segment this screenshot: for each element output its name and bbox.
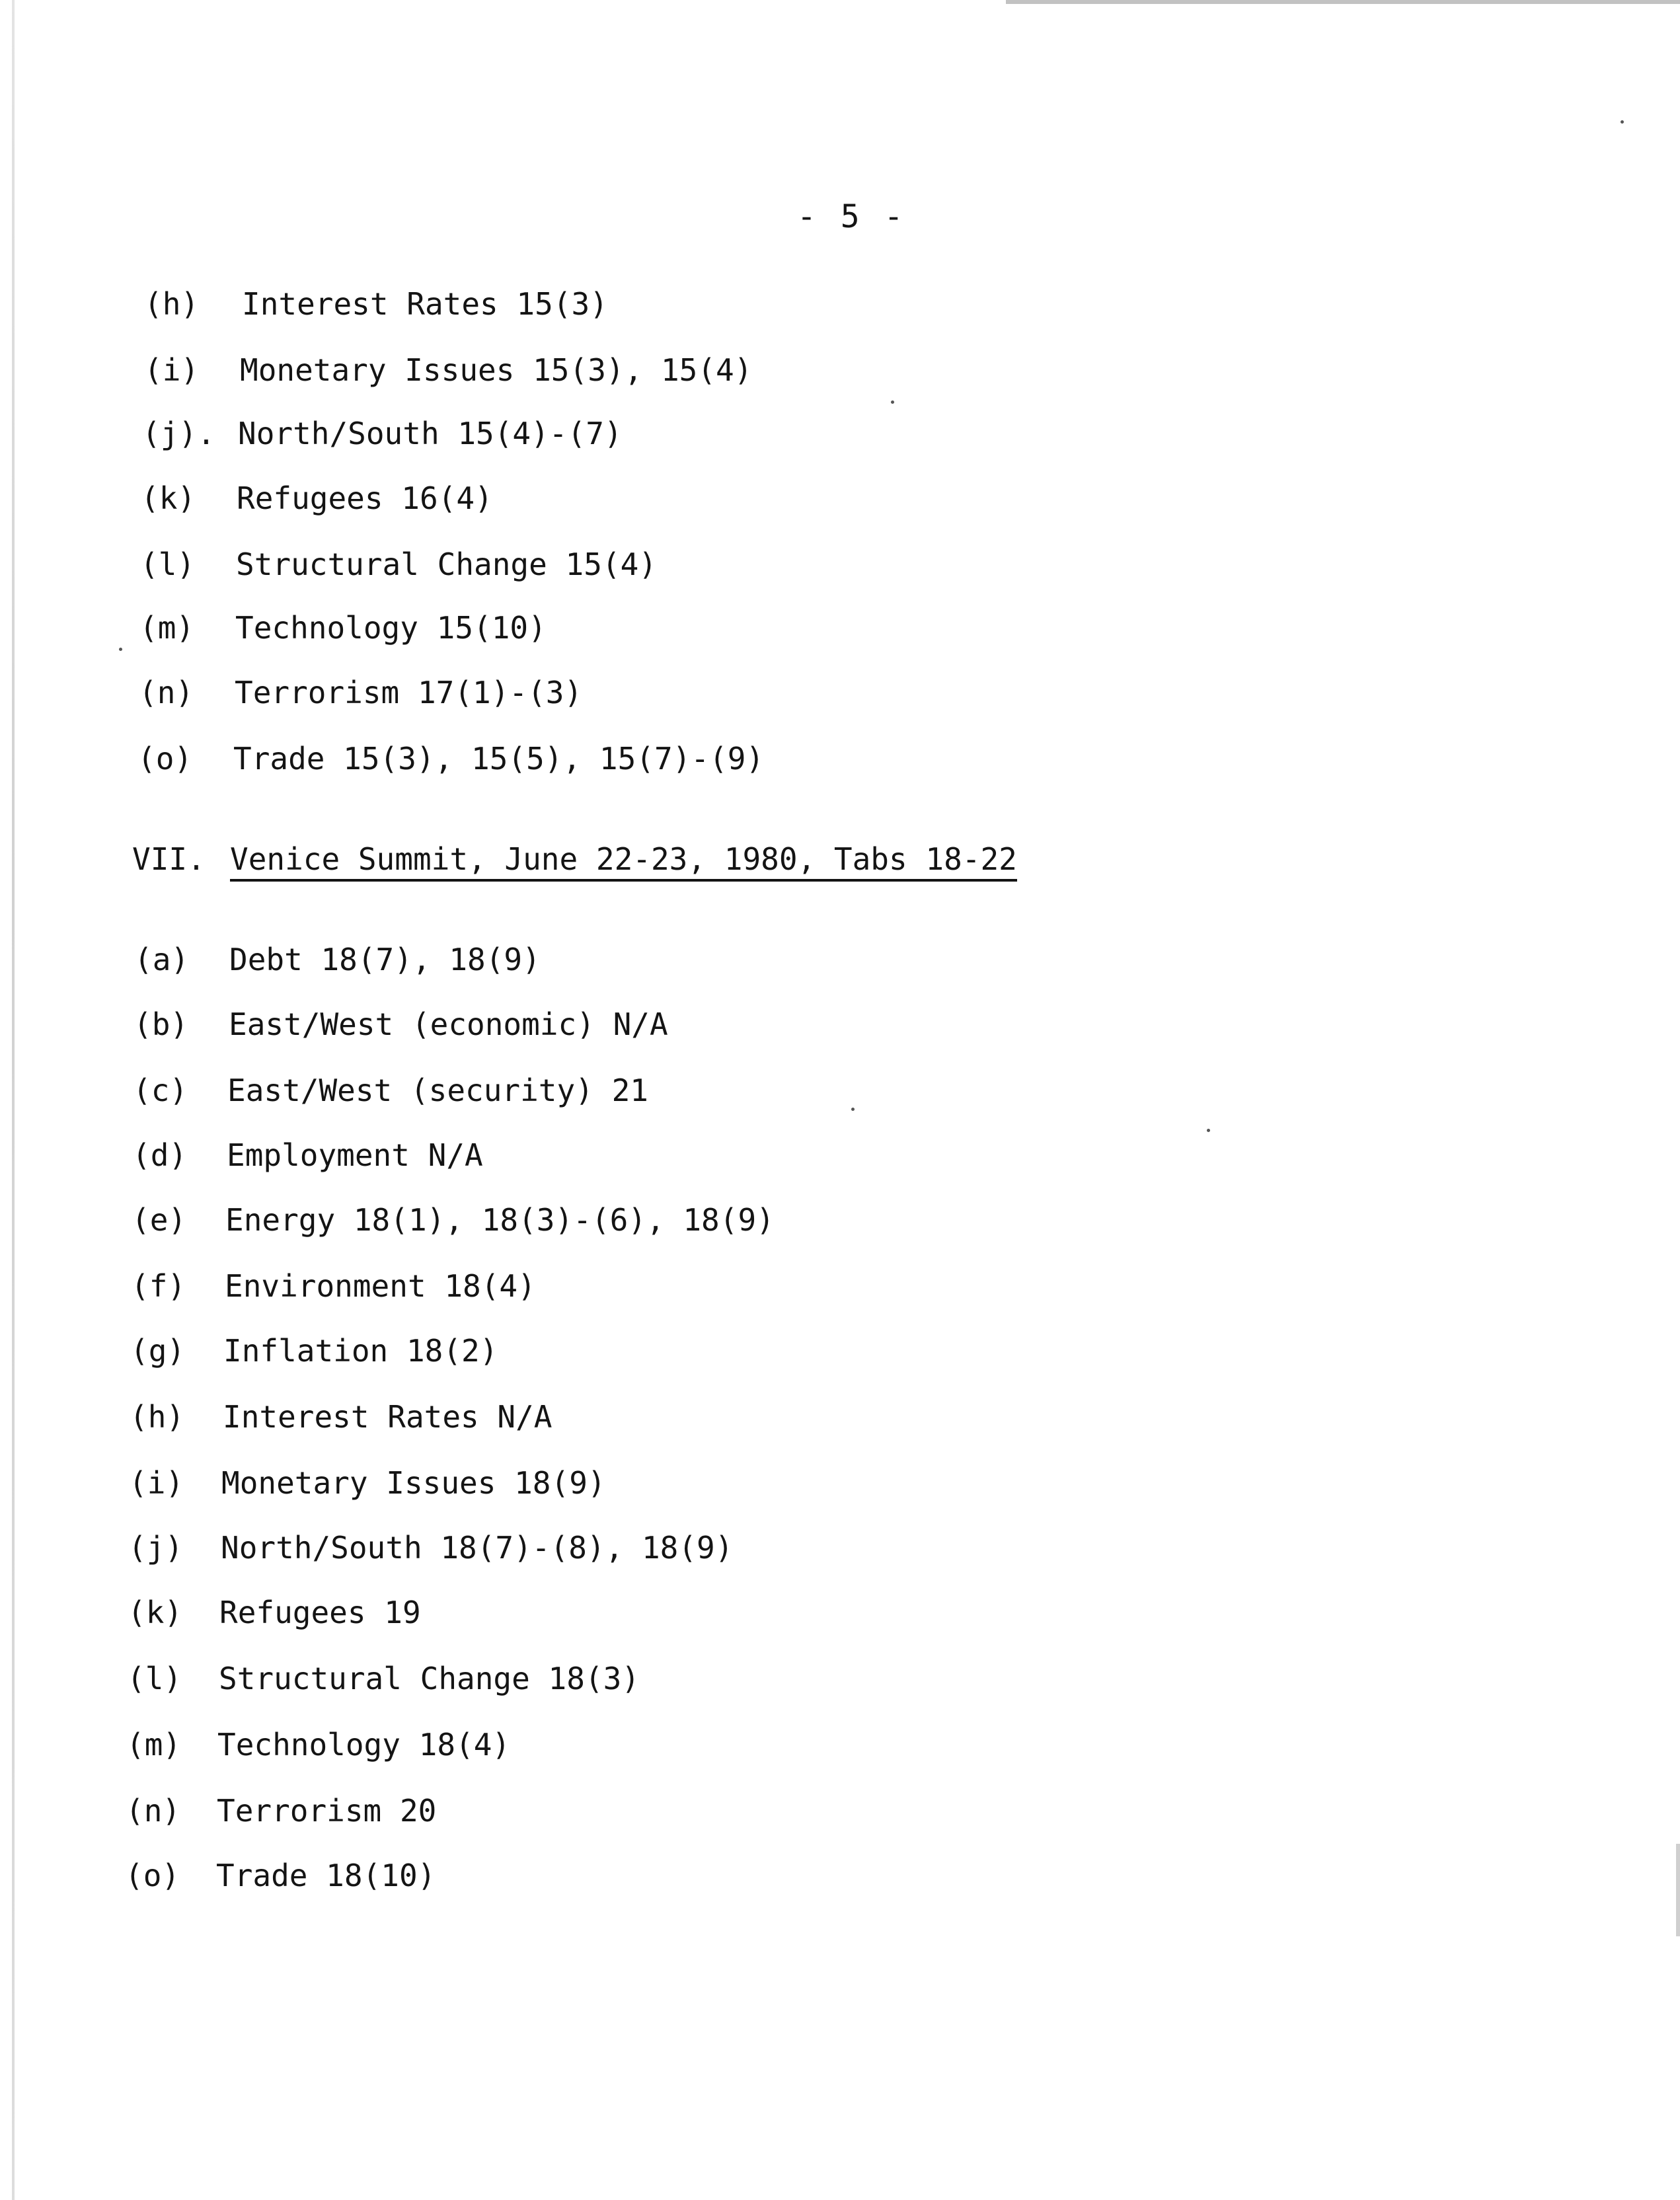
list-item	[134, 1006, 668, 1043]
section-heading	[132, 841, 1017, 887]
item-text: Interest Rates 15(3)	[242, 286, 608, 322]
item-label: (m)	[126, 1727, 182, 1763]
list-item	[144, 285, 608, 322]
item-label: (b)	[134, 1006, 189, 1042]
item-label: (h)	[130, 1399, 185, 1435]
list-item	[130, 1332, 498, 1369]
list-item	[132, 1137, 483, 1174]
item-label: (c)	[133, 1073, 188, 1108]
list-item	[144, 352, 753, 389]
scan-speck	[1621, 120, 1624, 124]
list-item	[128, 1529, 734, 1566]
list-item	[132, 1201, 775, 1238]
item-text: Terrorism 20	[217, 1793, 437, 1829]
item-text: Energy 18(1), 18(3)-(6), 18(9)	[225, 1202, 775, 1238]
section-numeral: VII.	[132, 841, 206, 877]
list-item	[130, 1398, 553, 1435]
scan-right-mark	[1676, 1844, 1680, 1936]
item-label: (m)	[139, 610, 195, 646]
item-text: Debt 18(7), 18(9)	[229, 942, 541, 977]
scan-speck	[891, 400, 894, 404]
item-label: (l)	[140, 547, 196, 582]
list-item	[126, 1792, 437, 1829]
list-item	[139, 674, 583, 711]
item-label: (j)	[128, 1530, 184, 1566]
item-label: (j).	[142, 416, 215, 451]
item-text: Environment 18(4)	[225, 1268, 536, 1304]
item-text: North/South 18(7)-(8), 18(9)	[221, 1530, 734, 1566]
item-label: (i)	[144, 352, 200, 388]
item-text: Monetary Issues 15(3), 15(4)	[240, 352, 753, 388]
item-label: (i)	[129, 1465, 184, 1501]
item-text: East/West (security) 21	[227, 1073, 648, 1108]
scan-top-rule	[1006, 0, 1680, 4]
item-label: (k)	[141, 480, 196, 516]
item-label: (a)	[134, 942, 190, 977]
item-label: (d)	[132, 1137, 188, 1173]
scan-speck	[119, 648, 122, 651]
item-text: East/West (economic) N/A	[229, 1006, 668, 1042]
item-text: Refugees 19	[219, 1595, 421, 1630]
item-text: Monetary Issues 18(9)	[221, 1465, 606, 1501]
item-text: Terrorism 17(1)-(3)	[235, 675, 583, 710]
list-item	[126, 1726, 511, 1763]
list-item	[125, 1857, 436, 1894]
list-item	[127, 1660, 640, 1697]
item-text: North/South 15(4)-(7)	[238, 416, 623, 451]
list-item	[133, 1072, 648, 1109]
item-text: Structural Change 18(3)	[219, 1661, 640, 1696]
item-label: (h)	[144, 286, 200, 322]
list-item	[141, 480, 493, 517]
item-label: (l)	[127, 1661, 182, 1696]
item-label: (n)	[126, 1793, 181, 1829]
list-item	[140, 546, 657, 583]
item-text: Technology 18(4)	[217, 1727, 511, 1763]
item-label: (g)	[130, 1333, 186, 1369]
item-text: Structural Change 15(4)	[236, 547, 657, 582]
list-item	[131, 1268, 536, 1305]
item-label: (f)	[131, 1268, 186, 1304]
item-text: Inflation 18(2)	[223, 1333, 498, 1369]
list-item	[139, 609, 547, 646]
scan-edge	[12, 0, 15, 2200]
list-item	[142, 415, 623, 452]
item-text: Interest Rates N/A	[223, 1399, 553, 1435]
list-item	[129, 1464, 606, 1501]
item-label: (o)	[125, 1858, 180, 1893]
item-label: (o)	[137, 741, 193, 777]
scan-speck	[1207, 1129, 1210, 1132]
section-title: Venice Summit, June 22-23, 1980, Tabs 18-22	[230, 841, 1017, 882]
scan-speck	[851, 1108, 855, 1111]
item-text: Trade 18(10)	[216, 1858, 436, 1893]
list-item	[134, 941, 541, 978]
item-text: Technology 15(10)	[235, 610, 547, 646]
item-label: (n)	[139, 675, 194, 710]
list-item	[128, 1594, 421, 1631]
item-text: Refugees 16(4)	[237, 480, 493, 516]
page-number: - 5 -	[797, 198, 906, 235]
list-item	[137, 740, 765, 777]
item-text: Trade 15(3), 15(5), 15(7)-(9)	[233, 741, 765, 777]
item-label: (k)	[128, 1595, 183, 1630]
item-label: (e)	[132, 1202, 187, 1238]
item-text: Employment N/A	[227, 1137, 483, 1173]
